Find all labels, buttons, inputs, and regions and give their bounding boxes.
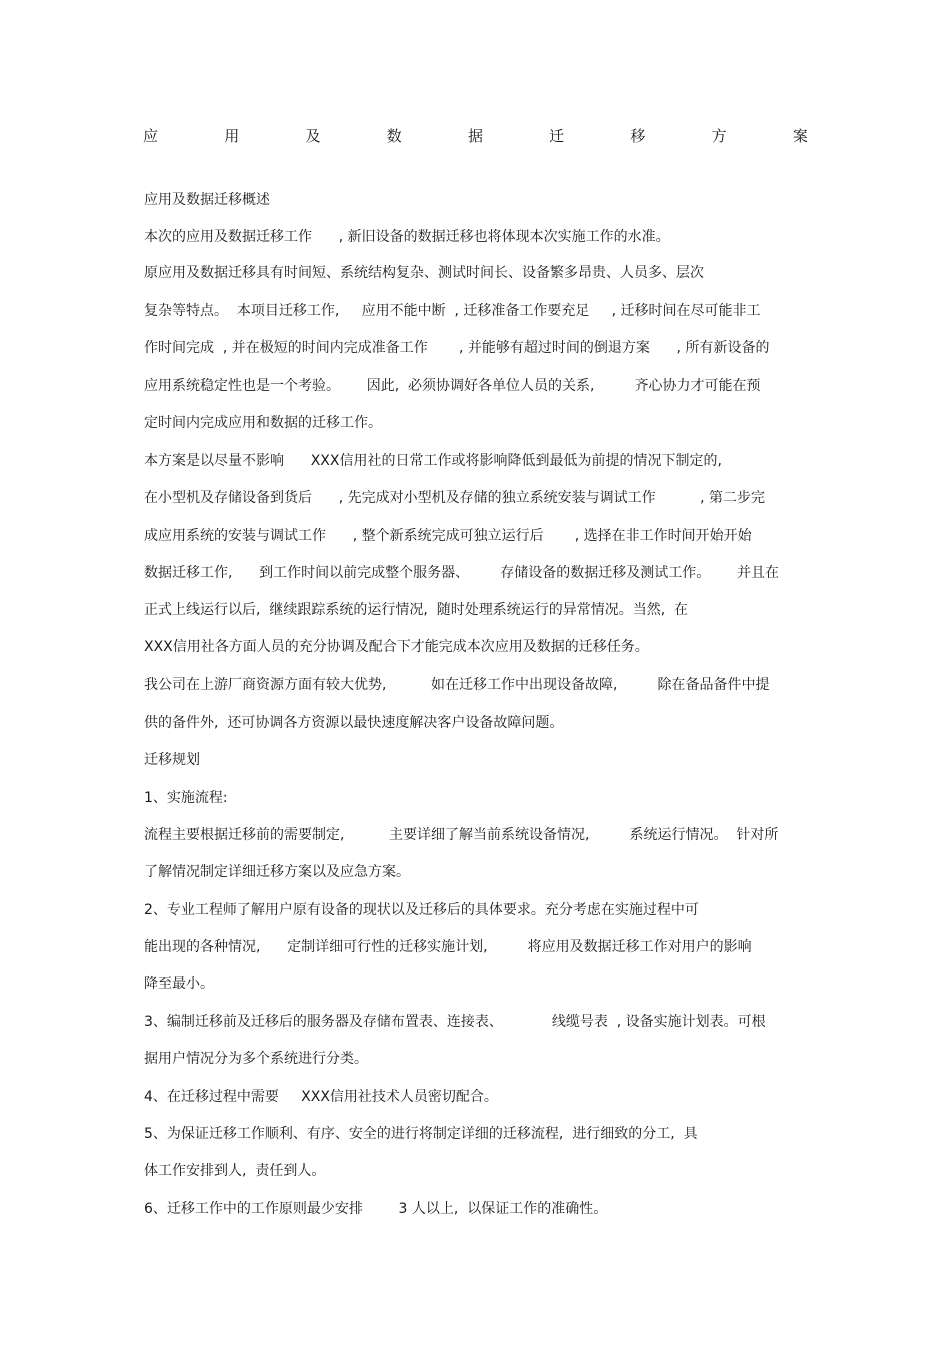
section-heading-plan: 迁移规划	[144, 752, 200, 768]
text-line: 正式上线运行以后, 继续跟踪系统的运行情况, 随时处理系统运行的异常情况。当然, 在	[144, 602, 689, 618]
text-line: 应用系统稳定性也是一个考验。 因此, 必须协调好各单位人员的关系, 齐心协力才可能在预	[144, 378, 761, 394]
list-item: 5、为保证迁移工作顺利、有序、安全的进行将制定详细的迁移流程, 进行细致的分工, 具	[144, 1126, 698, 1142]
list-item: 6、迁移工作中的工作原则最少安排 3 人以上, 以保证工作的准确性。	[144, 1201, 608, 1217]
text-line: 降至最小。	[144, 976, 214, 992]
text-line: 据用户情况分为多个系统进行分类。	[144, 1051, 368, 1067]
text-line: 定时间内完成应用和数据的迁移工作。	[144, 415, 382, 431]
text-line: 供的备件外, 还可协调各方资源以最快速度解决客户设备故障问题。	[144, 715, 564, 731]
text-line: XXX信用社各方面人员的充分协调及配合下才能完成本次应用及数据的迁移任务。	[144, 639, 649, 655]
text-line: 作时间完成 , 并在极短的时间内完成准备工作 , 并能够有超过时间的倒退方案 , 所有新设备的	[144, 340, 770, 356]
title-char: 应	[143, 127, 159, 145]
text-line: 能出现的各种情况, 定制详细可行性的迁移实施计划, 将应用及数据迁移工作对用户的影响	[144, 939, 752, 955]
text-line: 成应用系统的安装与调试工作 , 整个新系统完成可独立运行后 , 选择在非工作时间开始开始	[144, 528, 752, 544]
title-char: 用	[224, 127, 240, 145]
text-line: 我公司在上游厂商资源方面有较大优势, 如在迁移工作中出现设备故障, 除在备品备件中提	[144, 677, 770, 693]
section-heading-overview: 应用及数据迁移概述	[144, 192, 270, 208]
list-item: 2、专业工程师了解用户原有设备的现状以及迁移后的具体要求。充分考虑在实施过程中可	[144, 902, 699, 918]
title-char: 数	[386, 127, 402, 145]
text-line: 原应用及数据迁移具有时间短、系统结构复杂、测试时间长、设备繁多昂贵、人员多、层次	[144, 265, 704, 281]
title-char: 方	[711, 127, 727, 145]
text-line: 数据迁移工作, 到工作时间以前完成整个服务器、 存储设备的数据迁移及测试工作。 并且在	[144, 565, 780, 581]
text-line: 了解情况制定详细迁移方案以及应急方案。	[144, 864, 410, 880]
text-line: 在小型机及存储设备到货后 , 先完成对小型机及存储的独立系统安装与调试工作 , 第二步完	[144, 490, 766, 506]
title-char: 据	[467, 127, 483, 145]
list-item: 4、在迁移过程中需要 XXX信用社技术人员密切配合。	[144, 1089, 498, 1105]
list-item: 3、编制迁移前及迁移后的服务器及存储布置表、连接表、 线缆号表 , 设备实施计划表。可根	[144, 1014, 766, 1030]
title-char: 及	[305, 127, 321, 145]
title-char: 移	[630, 127, 646, 145]
title-char: 案	[792, 127, 808, 145]
document-title	[143, 126, 808, 146]
title-char: 迁	[549, 127, 565, 145]
text-line: 体工作安排到人, 责任到人。	[144, 1163, 326, 1179]
text-line: 复杂等特点。 本项目迁移工作, 应用不能中断 , 迁移准备工作要充足 , 迁移时间在尽可能非工	[144, 303, 761, 319]
list-item-heading: 1、实施流程:	[144, 790, 228, 806]
text-line: 流程主要根据迁移前的需要制定, 主要详细了解当前系统设备情况, 系统运行情况。 针对所	[144, 827, 779, 843]
text-line: 本次的应用及数据迁移工作 , 新旧设备的数据迁移也将体现本次实施工作的水准。	[144, 229, 670, 245]
text-line: 本方案是以尽量不影响 XXX信用社的日常工作或将影响降低到最低为前提的情况下制定的,	[144, 453, 722, 469]
